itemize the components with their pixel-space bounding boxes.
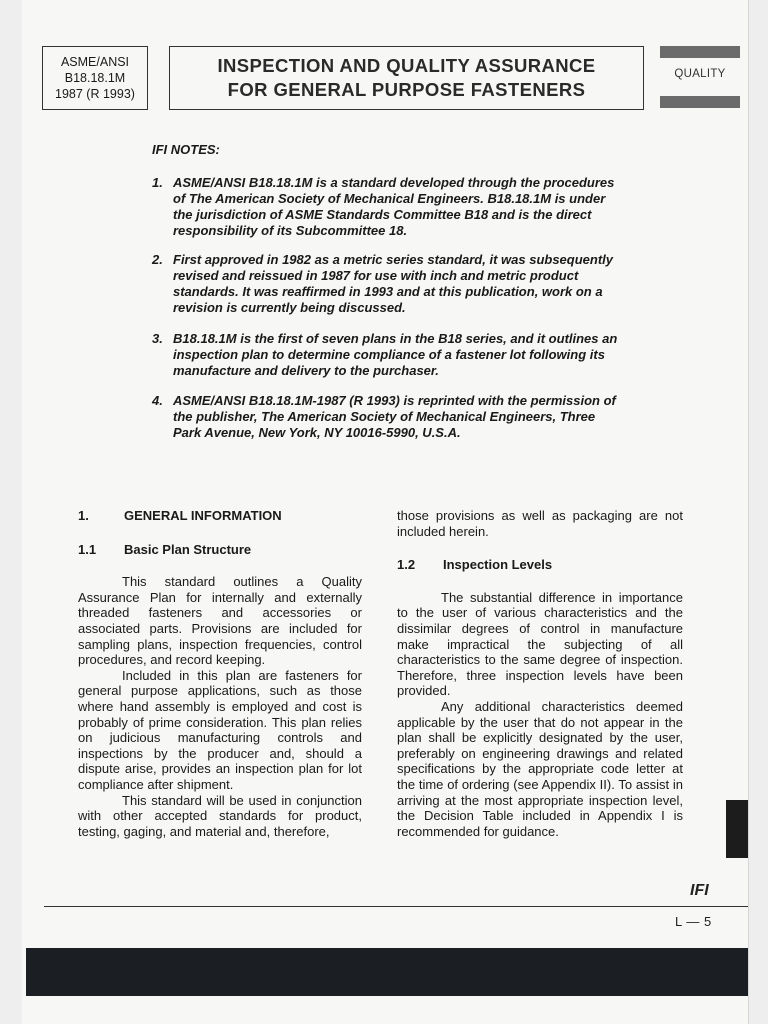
subsection-title: Basic Plan Structure <box>124 541 252 557</box>
body-paragraph: This standard will be used in conjunction with other accepted standards for product, testing, gaging, and material and, therefore, <box>78 792 362 839</box>
section-number: 1. <box>78 508 89 523</box>
note-text: ASME/ANSI B18.18.1M is a standard developed through the procedures of The American Society of Mechanical Engineers. B18.18.1M is under the jurisdiction of ASME Standards Committee B18 and is the direct responsibility of its Subcommittee 18. <box>173 175 615 238</box>
body-paragraph: Included in this plan are fasteners for general purpose applications, such as those where hand assembly is employed and cost is probably of prime consideration. This plan relies on judicious manufacturing controls and inspections by the producer and, should a dispute arise, provides an inspection plan for lot compliance after shipment. <box>78 667 362 792</box>
standard-code-box <box>42 46 148 110</box>
standard-code-line1: ASME/ANSI <box>60 55 130 69</box>
note-text: ASME/ANSI B18.18.1M-1987 (R 1993) is reprinted with the permission of the publisher, The American Society of Mechanical Engineers, Three Park Avenue, New York, NY 10016-5990, U.S.A. <box>173 393 616 440</box>
notes-heading: IFI NOTES: <box>152 142 220 157</box>
note-text: B18.18.1M is the first of seven plans in the B18 series, and it outlines an inspection plan to determine compliance of a fastener lot following its manufacture and delivery to the purchaser. <box>173 331 618 378</box>
document-title-box <box>169 46 644 110</box>
note-number: 2. <box>152 252 163 267</box>
document-title-line2: FOR GENERAL PURPOSE FASTENERS <box>227 79 586 100</box>
subsection-number: 1.2 <box>397 557 416 573</box>
note-text: First approved in 1982 as a metric series standard, it was subsequently revised and reissued in 1987 for use with inch and metric product standards. It was reaffirmed in 1993 and at this publication, work on a revision is currently being discussed. <box>173 252 614 315</box>
section-tab-label: QUALITY <box>674 68 726 80</box>
section-title: GENERAL INFORMATION <box>124 508 282 523</box>
subsection-heading <box>78 542 362 558</box>
body-paragraph: The substantial difference in importance to the user of various characteristics and the dissimilar degrees of control in manufacture make impractical the subjecting of all characteristics to the same degree of inspection. Therefore, three inspection levels have been provided. <box>397 589 683 699</box>
subsection-heading <box>397 557 683 573</box>
standard-code-line2: B18.18.1M <box>64 71 126 85</box>
body-paragraph: This standard outlines a Quality Assurance Plan for internally and externally threaded fasteners and accessories or associated parts. Provisions are included for sampling plans, inspection frequencies, control procedures, and record keeping. <box>78 574 362 668</box>
note-number: 1. <box>152 175 163 190</box>
document-title-line1: INSPECTION AND QUALITY ASSURANCE <box>217 55 596 76</box>
footer-rule <box>44 906 748 907</box>
note-item <box>152 393 622 441</box>
note-item <box>152 252 622 316</box>
body-paragraph: Any additional characteristics deemed applicable by the user that do not appear in the plan shall be explicitly designated by the user, preferably on engineering drawings and related specifications by the appropriate code letter at the time of ordering (see Appendix II). To assist in arriving at the most appropriate inspection level, the Decision Table included in Appendix I is recommended for guidance. <box>397 698 683 839</box>
note-item <box>152 331 622 379</box>
standard-code-line3: 1987 (R 1993) <box>55 87 135 101</box>
right-column <box>397 508 683 839</box>
left-column <box>78 508 362 839</box>
subsection-number: 1.1 <box>78 541 97 557</box>
thumb-index-marker <box>726 800 748 858</box>
page-number: L — 5 <box>675 914 712 929</box>
section-tab-bar-bottom <box>660 96 740 108</box>
body-paragraph: those provisions as well as packaging are not included herein. <box>397 508 683 539</box>
scan-bottom-band <box>26 948 748 996</box>
note-item <box>152 175 622 239</box>
note-number: 3. <box>152 331 163 346</box>
page-edge <box>748 0 749 1024</box>
publisher-logo: IFI <box>690 882 709 899</box>
note-number: 4. <box>152 393 163 408</box>
subsection-title: Inspection Levels <box>443 557 553 573</box>
section-tab-bar-top <box>660 46 740 58</box>
section-heading <box>78 508 362 524</box>
